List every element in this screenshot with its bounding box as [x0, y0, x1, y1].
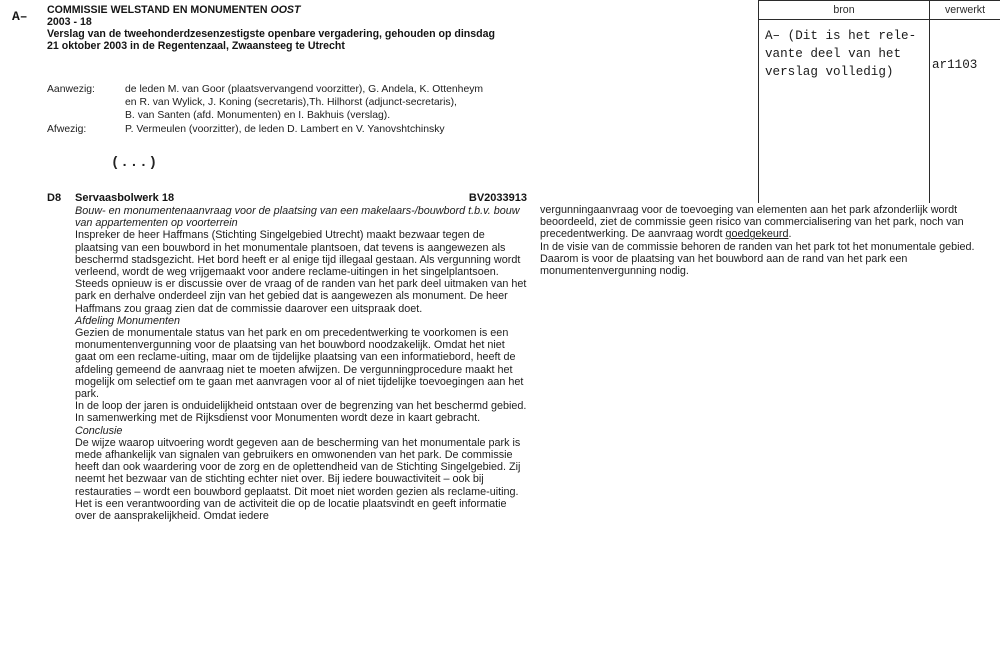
paragraph-text: . — [788, 228, 792, 241]
subheading-conclusie: Conclusie — [75, 424, 123, 437]
bron-note-line: A– (Dit is het rele- — [765, 29, 917, 43]
decision-goedgekeurd: goedgekeurd — [725, 228, 789, 241]
registration-table-body — [759, 20, 1000, 203]
present-line: de leden M. van Goor (plaatsvervangend voorzitter), G. Andela, K. Ottenheym — [125, 84, 484, 95]
document-title-text: COMMISSIE WELSTAND EN MONUMENTEN — [47, 4, 271, 16]
bron-cell — [759, 20, 929, 203]
body-paragraph: In de loop der jaren is onduidelijkheid ontstaan over de begrenzing van het beschermd gebied. In samenwerking met de Rijksdienst voor Monumenten wordt deze in kaart gebracht. — [75, 400, 527, 425]
attendance-block — [47, 83, 483, 136]
present-line: en R. van Wylick, J. Koning (secretaris),Th. Hilhorst (adjunct-secretaris), — [125, 97, 457, 109]
present-line: B. van Santen (afd. Monumenten) en I. Bakhuis (verslag). — [125, 110, 391, 122]
present-label: Aanwezig: — [47, 84, 95, 95]
body-paragraph: Inspreker de heer Haffmans (Stichting Singelgebied Utrecht) maakt bezwaar tegen de plaatsing van een bouwbord in het monumentale plantsoen, dat tevens is aangewezen als beschermd stadsgezicht. Het bord heeft er al enige tijd illegaal gestaan. Als vergunning wordt verleend, wordt de weg vrijgemaakt voor andere reclame-uitingen in het singelplantsoen. — [75, 229, 521, 279]
right-column — [540, 204, 995, 277]
document-title — [47, 4, 495, 16]
bron-note-line: vante deel van het — [765, 47, 902, 61]
omission-mark: (...) — [111, 155, 159, 171]
agenda-item-header — [47, 192, 527, 204]
column-header-bron: bron — [833, 4, 855, 16]
paragraph-text: vergunningaanvraag voor de toevoeging van elementen aan het park afzonderlijk wordt beoordeeld, ziet de commissie geen risico van commercialisering van het park, noch van precedentwerking. De aanvraag wordt — [540, 204, 964, 241]
body-paragraph: Gezien de monumentale status van het park en om precedentwerking te voorkomen is een monumentenvergunning voor de plaatsing van het bouwbord noodzakelijk. Omdat het niet gaat om een reclame-uiting, maar om de tijdelijke plaatsing van een informatiebord, heeft de afdeling gemeend de aanvraag niet te moeten afwijzen. De vergunningprocedure maakt het mogelijk om selectief om te gaan met aanvragen voor al of niet tijdelijke toevoegingen aan het park. — [75, 327, 524, 401]
agenda-item-title: Servaasbolwerk 18 — [75, 192, 175, 204]
subheading-afdeling-monumenten: Afdeling Monumenten — [75, 314, 181, 327]
body-paragraph — [540, 204, 995, 241]
document-subtitle-line2: 21 oktober 2003 in de Regentenzaal, Zwaansteeg te Utrecht — [47, 40, 345, 52]
absent-line: P. Vermeulen (voorzitter), de leden D. Lambert en V. Yanovshtchinsky — [125, 123, 445, 135]
item-subtitle-paragraph: Bouw- en monumentenaanvraag voor de plaatsing van een makelaars-/bouwbord t.b.v. bouw van appartementen op voorterrein — [75, 205, 520, 230]
document-subtitle-line1: Verslag van de tweehonderdzesenzestigste openbare vergadering, gehouden op dinsdag — [47, 28, 495, 40]
bron-note-line: verslag volledig) — [765, 65, 894, 79]
absent-label: Afwezig: — [47, 123, 87, 135]
case-number: 2003 - 18 — [47, 16, 92, 28]
body-paragraph: In de visie van de commissie behoren de randen van het park tot het monumentale gebied. Daarom is voor de plaatsing van het bouwbord aan de rand van het park een monumentenvergunning nodig. — [540, 240, 975, 278]
agenda-item-number: D8 — [47, 192, 62, 204]
body-paragraph: Steeds opnieuw is er discussie over de vraag of de randen van het park deel uitmaken van het park en derhalve onderdeel zijn van het gebied dat is aangewezen als monument. De heer Haffmans zou graag zien dat de commissie daarover een uitspraak doet. — [75, 278, 527, 315]
registration-table — [758, 0, 1000, 203]
margin-mark: A– — [12, 9, 28, 24]
attendance-absent-row — [47, 123, 483, 136]
column-header-verwerkt: verwerkt — [929, 1, 1000, 19]
verwerkt-cell: ar1103 — [929, 20, 1000, 203]
document-title-region: OOST — [270, 4, 301, 16]
agenda-item-code: BV2033913 — [468, 192, 527, 204]
attendance-present-row — [47, 83, 483, 123]
left-column — [75, 205, 527, 522]
body-paragraph: De wijze waarop uitvoering wordt gegeven aan de bescherming van het monumentale park is mede afhankelijk van signalen van gebruikers en omwonenden van het park. De commissie heeft dan ook waardering voor de zorg en de oplettendheid van de Stichting Singelgebied. Zij neemt het bezwaar van de stichting echter niet over. Bij iedere bouwactiviteit – ook bij restauraties – wordt een bouwbord geplaatst. Dit moet niet worden gezien als reclame-uiting. Het is een verantwoording van de activiteit die op de locatie plaatsvindt en geeft informatie over de aansprakelijkheid. Omdat iedere — [75, 436, 521, 523]
registration-table-header — [759, 1, 1000, 20]
present-names — [125, 83, 483, 123]
document-header — [47, 4, 495, 52]
